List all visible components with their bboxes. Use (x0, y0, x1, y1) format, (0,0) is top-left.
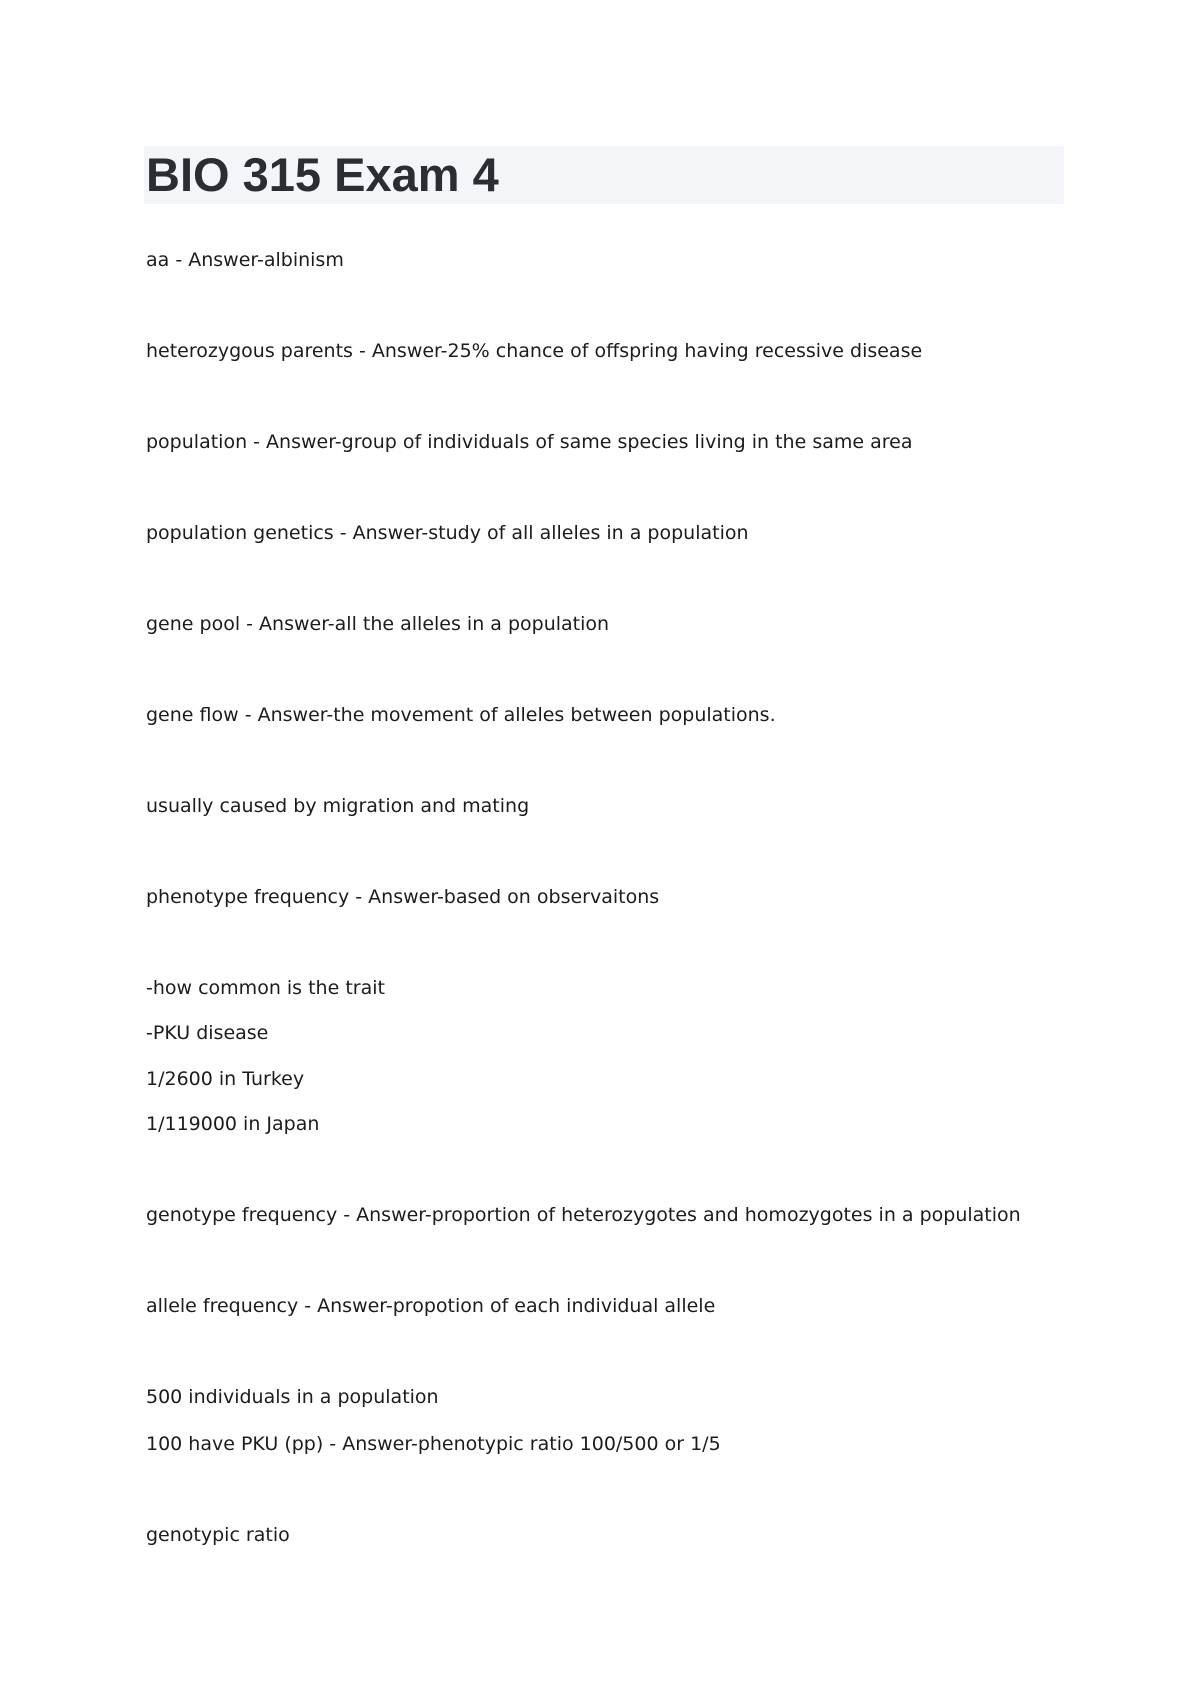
text-line: genotypic ratio (146, 1524, 290, 1546)
text-line: usually caused by migration and mating (146, 795, 530, 817)
text-line: phenotype frequency - Answer-based on observaitons (146, 886, 660, 908)
text-line: heterozygous parents - Answer-25% chance of offspring having recessive disease (146, 340, 923, 362)
text-line: population - Answer-group of individuals of same species living in the same area (146, 431, 913, 453)
text-line: gene pool - Answer-all the alleles in a population (146, 613, 610, 635)
text-line: -PKU disease (146, 1022, 269, 1044)
text-line: -how common is the trait (146, 977, 385, 999)
text-line: 500 individuals in a population (146, 1386, 439, 1408)
text-line: allele frequency - Answer-propotion of each individual allele (146, 1295, 716, 1317)
text-line: genotype frequency - Answer-proportion of heterozygotes and homozygotes in a population (146, 1204, 1021, 1226)
text-line: 1/2600 in Turkey (146, 1068, 305, 1090)
page-title: BIO 315 Exam 4 (146, 148, 499, 201)
text-line: aa - Answer-albinism (146, 249, 344, 271)
text-line: gene flow - Answer-the movement of alleles between populations. (146, 704, 776, 726)
text-line: 1/119000 in Japan (146, 1113, 320, 1135)
text-line: population genetics - Answer-study of all alleles in a population (146, 522, 749, 544)
text-line: 100 have PKU (pp) - Answer-phenotypic ratio 100/500 or 1/5 (146, 1433, 721, 1455)
